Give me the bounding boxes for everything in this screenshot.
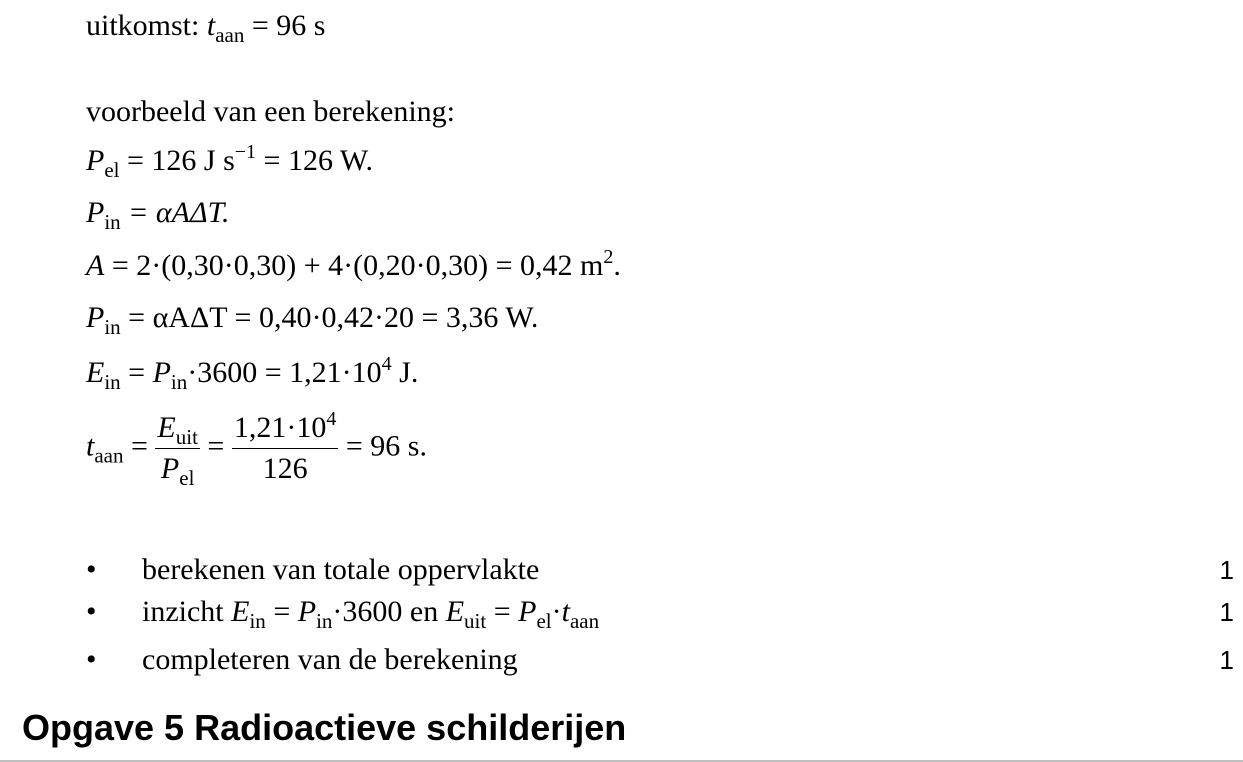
- equation-p-el: [86, 141, 373, 182]
- c2-e-sub: in: [249, 609, 266, 633]
- eq6-fraction-energy-power: [155, 410, 200, 490]
- criterion-score-1: 1: [1219, 555, 1234, 585]
- c2-mid2: =: [486, 595, 519, 628]
- eq6-sub: aan: [94, 443, 124, 468]
- c2-p2-sub: el: [536, 609, 552, 633]
- criterion-score-3: 1: [1219, 645, 1234, 675]
- c2-text-a: inzicht: [142, 595, 232, 628]
- equation-t-aan: [86, 408, 427, 490]
- c2-e: E: [231, 595, 250, 628]
- eq3-rhs: = 2·(0,30·0,30) + 4·(0,20·0,30) = 0,42 m: [111, 249, 604, 282]
- eq5-c: J.: [391, 356, 419, 389]
- criterion-bullet-3: •: [86, 643, 97, 676]
- c2-p: P: [297, 595, 317, 628]
- eq6-rhs: = 96 s.: [345, 429, 427, 463]
- eq6-f2-den: 126: [262, 452, 308, 485]
- eq1-exp: −1: [234, 141, 257, 163]
- c2-e2-sub: uit: [464, 609, 487, 633]
- eq6-eq2: =: [207, 429, 225, 463]
- equation-e-in: [86, 353, 419, 394]
- outcome-line: [86, 8, 326, 47]
- eq1-a: = 126 J s: [126, 144, 235, 177]
- criterion-bullet-1: •: [86, 553, 97, 586]
- eq6-f1-num-var: E: [157, 411, 176, 444]
- c2-e2: E: [445, 595, 465, 628]
- eq3-end: .: [613, 249, 621, 282]
- criterion-text-2: [142, 594, 600, 633]
- eq2-var: P: [86, 196, 105, 229]
- section-heading: Opgave 5 Radioactieve schilderijen: [22, 707, 627, 748]
- eq1-b: = 126 W.: [256, 144, 373, 177]
- equation-p-in-formula: [86, 195, 230, 234]
- c2-mid: =: [265, 595, 298, 628]
- equation-p-in-value: [86, 300, 539, 339]
- eq6-fraction-numeric: [232, 410, 339, 487]
- c2-p-sub: in: [316, 609, 333, 633]
- eq6-f1-den-var: P: [160, 452, 180, 485]
- criterion-text-1: berekenen van totale oppervlakte: [142, 553, 540, 586]
- c2-tail: ·3600 en: [332, 595, 446, 628]
- eq5-a: =: [128, 356, 153, 389]
- eq5-b: ·3600 = 1,21·10: [187, 356, 382, 389]
- eq1-sub: el: [104, 158, 120, 182]
- eq6-f2-num: 1,21·10: [233, 411, 327, 444]
- eq4-sub: in: [104, 315, 121, 339]
- criterion-bullet-2: •: [86, 595, 97, 628]
- c2-t: t: [561, 595, 570, 628]
- equation-area: [86, 248, 621, 284]
- outcome-var: t: [206, 9, 216, 42]
- eq6-f1-den-sub: el: [179, 466, 195, 490]
- eq5-pvar: P: [152, 356, 171, 389]
- eq6-f1-num-sub: uit: [175, 425, 198, 449]
- eq3-exp: 2: [603, 246, 614, 268]
- eq2-sub: in: [104, 210, 121, 234]
- eq6-eq: =: [131, 429, 148, 463]
- eq5-var: E: [86, 356, 105, 389]
- example-heading: voorbeeld van een berekening:: [86, 95, 456, 128]
- eq6-var: t: [86, 429, 95, 463]
- eq3-lhs: A: [86, 249, 105, 282]
- outcome-label: uitkomst:: [86, 9, 200, 42]
- eq5-sub: in: [104, 370, 121, 394]
- criterion-text-3: completeren van de berekening: [142, 643, 518, 676]
- outcome-sub: aan: [215, 23, 245, 47]
- eq4-rhs: = αAΔT = 0,40·0,42·20 = 3,36 W.: [128, 301, 539, 334]
- outcome-value: = 96 s: [251, 9, 326, 42]
- eq2-rhs: = αAΔT.: [128, 196, 230, 229]
- eq6-f2-num-exp: 4: [326, 408, 337, 430]
- c2-p2: P: [518, 595, 537, 628]
- eq5-psub: in: [170, 370, 188, 394]
- criterion-score-2: 1: [1219, 597, 1234, 627]
- c2-dot: ·: [551, 595, 562, 628]
- c2-t-sub: aan: [569, 609, 600, 633]
- eq1-var: P: [86, 144, 105, 177]
- eq5-exp: 4: [381, 353, 392, 375]
- eq4-var: P: [86, 301, 105, 334]
